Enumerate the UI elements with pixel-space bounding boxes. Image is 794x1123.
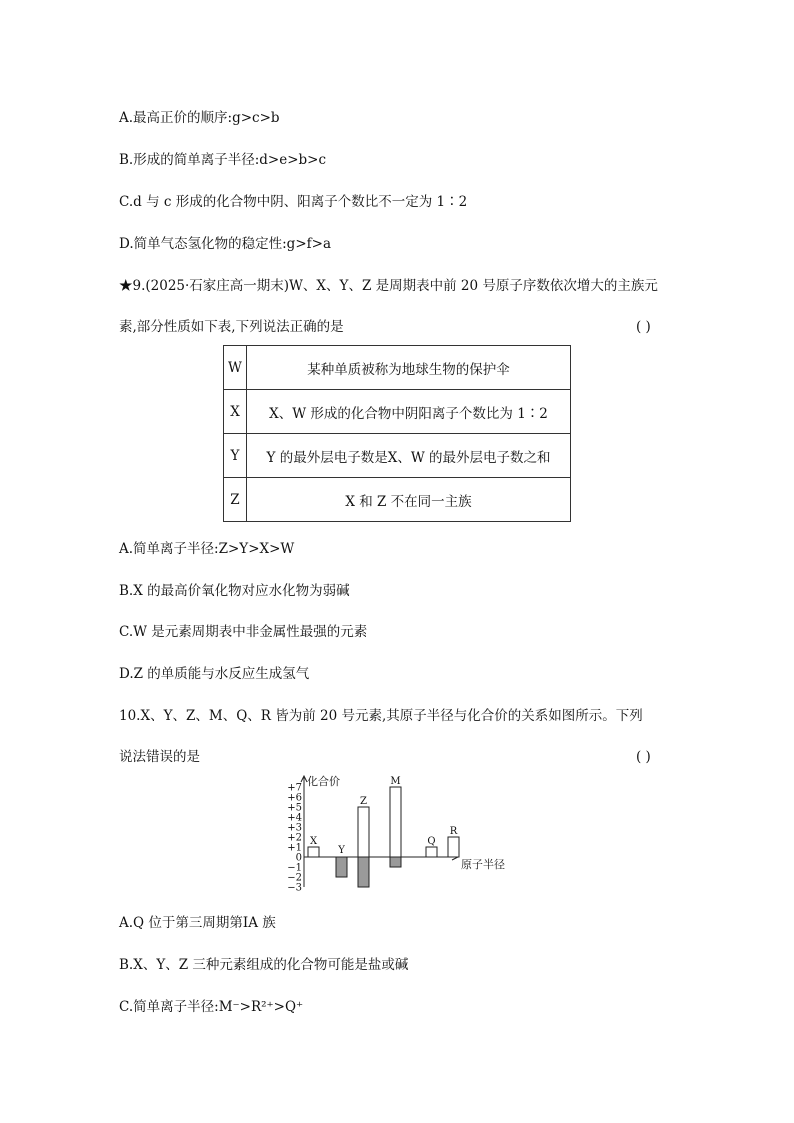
y-tick-label: +7 — [287, 782, 302, 794]
y-axis-label: 化合价 — [307, 775, 340, 788]
y-tick-label: −2 — [287, 872, 302, 884]
y-tick-label: +4 — [287, 812, 302, 824]
q10-option-b: B.X、Y、Z 三种元素组成的化合物可能是盐或碱 — [119, 957, 409, 973]
y-tick-label: +6 — [287, 792, 302, 804]
q9-answer-paren: ( ) — [636, 319, 651, 335]
valence-radius-chart — [280, 775, 520, 900]
table-key: W — [224, 346, 247, 390]
y-tick-label: +1 — [287, 842, 302, 854]
q9-stem-line2: 素,部分性质如下表,下列说法正确的是 — [119, 319, 344, 335]
table-key: X — [224, 390, 247, 434]
q9-option-b: B.X 的最高价氧化物对应水化物为弱碱 — [119, 583, 350, 599]
table-value: X、W 形成的化合物中阴阳离子个数比为 1∶2 — [247, 390, 571, 434]
table-value: Y 的最外层电子数是X、W 的最外层电子数之和 — [247, 434, 571, 478]
table-value: 某种单质被称为地球生物的保护伞 — [247, 346, 571, 390]
q8-option-a: A.最高正价的顺序:g>c>b — [119, 110, 280, 126]
table-key: Y — [224, 434, 247, 478]
bar-positive-z — [358, 807, 369, 857]
table-row — [224, 478, 571, 522]
q10-option-a: A.Q 位于第三周期第ⅠA 族 — [119, 915, 276, 931]
q10-stem-line1: 10.X、Y、Z、M、Q、R 皆为前 20 号元素,其原子半径与化合价的关系如图所示。下列 — [119, 708, 643, 724]
bar-negative-y — [336, 857, 347, 877]
bar-positive-q — [426, 847, 437, 857]
bar-label-m: M — [390, 776, 401, 787]
q9-stem-line1: ★9.(2025·石家庄高一期末)W、X、Y、Z 是周期表中前 20 号原子序数依次增大的主族元 — [119, 278, 658, 294]
bar-positive-m — [390, 787, 401, 857]
q9-option-c: C.W 是元素周期表中非金属性最强的元素 — [119, 624, 368, 640]
bar-label-z: Z — [360, 796, 367, 807]
bar-label-x: X — [309, 836, 318, 847]
q10-stem-line2: 说法错误的是 — [119, 749, 200, 765]
bar-negative-z — [358, 857, 369, 887]
y-tick-label: +2 — [287, 832, 302, 844]
q9-option-a: A.简单离子半径:Z>Y>X>W — [119, 541, 295, 557]
q8-option-c: C.d 与 c 形成的化合物中阴、阳离子个数比不一定为 1∶2 — [119, 194, 468, 210]
bar-label-r: R — [449, 826, 458, 837]
q8-option-b: B.形成的简单离子半径:d>e>b>c — [119, 152, 327, 168]
q8-option-d: D.简单气态氢化物的稳定性:g>f>a — [119, 236, 331, 252]
y-tick-label: −3 — [287, 882, 302, 894]
table-row — [224, 434, 571, 478]
y-tick-label: +5 — [287, 802, 302, 814]
y-tick-label: 0 — [295, 852, 302, 864]
bar-label-y: Y — [338, 845, 345, 856]
bar-label-q: Q — [427, 836, 436, 847]
table-key: Z — [224, 478, 247, 522]
bar-positive-r — [448, 837, 459, 857]
x-axis-label: 原子半径 — [461, 858, 505, 871]
y-tick-label: −1 — [287, 862, 302, 874]
y-tick-label: +3 — [287, 822, 302, 834]
bar-negative-m — [390, 857, 401, 867]
q9-option-d: D.Z 的单质能与水反应生成氢气 — [119, 666, 310, 682]
table-value: X 和 Z 不在同一主族 — [247, 478, 571, 522]
q10-answer-paren: ( ) — [636, 749, 651, 765]
table-row — [224, 346, 571, 390]
q9-property-table — [223, 345, 571, 522]
bar-positive-x — [308, 847, 319, 857]
table-row — [224, 390, 571, 434]
q10-option-c: C.简单离子半径:M⁻>R²⁺>Q⁺ — [119, 999, 304, 1015]
